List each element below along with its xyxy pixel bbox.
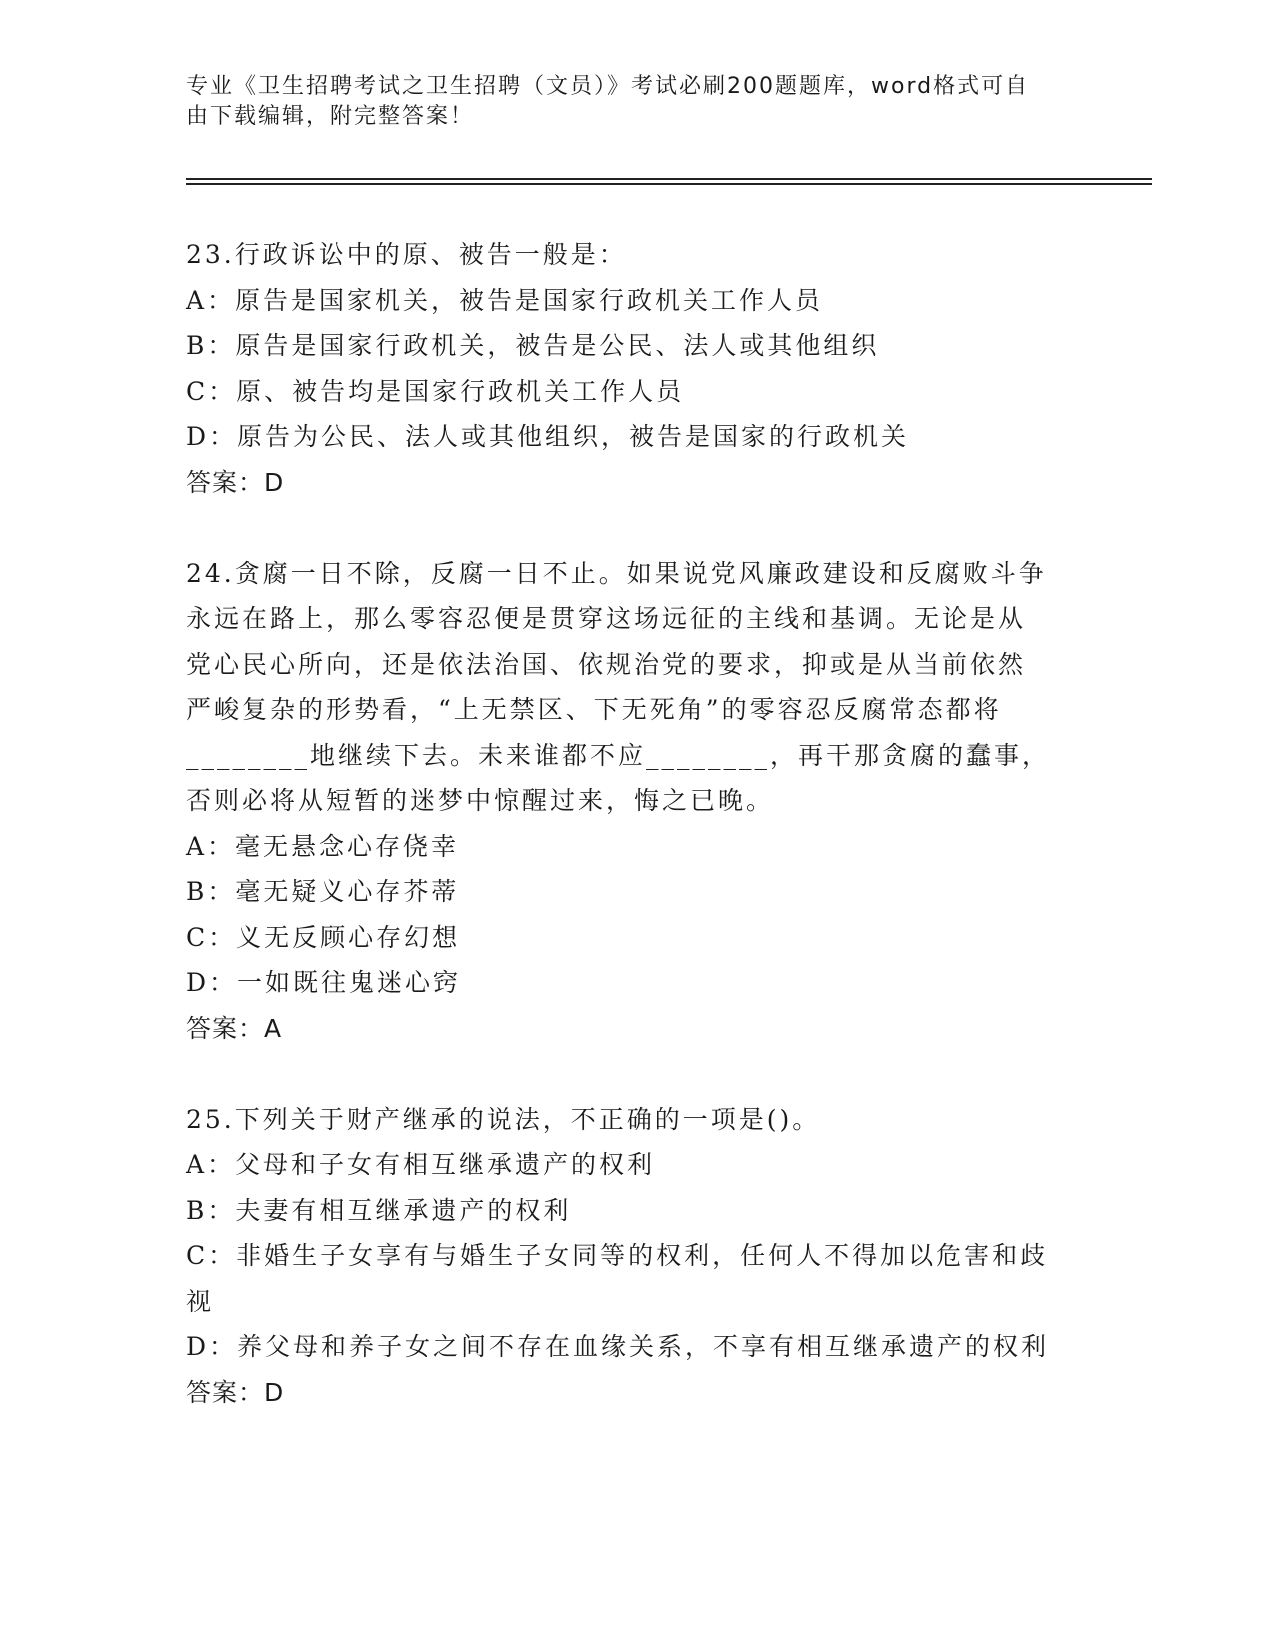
- question-stem-continued: 永远在路上，那么零容忍便是贯穿这场远征的主线和基调。无论是从: [186, 604, 1027, 633]
- answer-line: 答案：A: [186, 1013, 283, 1043]
- option-c-continued: 视: [186, 1286, 215, 1316]
- option-b: B：夫妻有相互继承遗产的权利: [186, 1195, 572, 1225]
- option-d: D：一如既往鬼迷心窍: [186, 968, 462, 997]
- header-line-2: 由下载编辑，附完整答案！: [186, 104, 475, 129]
- question-stem-continued: 否则必将从短暂的迷梦中惊醒过来，悔之已晚。: [186, 786, 775, 815]
- header-divider-bottom: [186, 183, 1152, 185]
- question-spacer: [186, 1051, 1086, 1097]
- question-stem: 24.贪腐一日不除，反腐一日不止。如果说党风廉政建设和反腐败斗争: [186, 558, 1047, 588]
- answer-line: 答案：D: [186, 1377, 285, 1407]
- option-c: C：非婚生子女享有与婚生子女同等的权利，任何人不得加以危害和歧: [186, 1241, 1049, 1270]
- question-stem: 23.行政诉讼中的原、被告一般是：: [186, 240, 627, 269]
- answer-line: 答案：D: [186, 467, 285, 497]
- option-b: B：原告是国家行政机关，被告是公民、法人或其他组织: [186, 331, 880, 360]
- question-stem-continued: ________地继续下去。未来谁都不应________，再干那贪腐的蠢事，: [186, 740, 1051, 770]
- question-23: [186, 232, 1086, 505]
- header-divider-top: [186, 178, 1152, 180]
- option-a: A：毫无悬念心存侥幸: [186, 831, 460, 861]
- question-24: [186, 551, 1086, 1052]
- option-c: C：义无反顾心存幻想: [186, 922, 461, 952]
- question-list: [186, 232, 1086, 1415]
- option-d: D：原告为公民、法人或其他组织，被告是国家的行政机关: [186, 422, 910, 451]
- question-stem: 25.下列关于财产继承的说法，不正确的一项是()。: [186, 1104, 821, 1134]
- question-25: [186, 1097, 1086, 1416]
- option-c: C：原、被告均是国家行政机关工作人员: [186, 376, 685, 406]
- question-stem-continued: 党心民心所向，还是依法治国、依规治党的要求，抑或是从当前依然: [186, 649, 1027, 679]
- question-stem-continued: 严峻复杂的形势看，“上无禁区、下无死角”的零容忍反腐常态都将: [186, 695, 1002, 724]
- header-line-1: 专业《卫生招聘考试之卫生招聘（文员）》考试必刷200题题库，word格式可自: [186, 74, 1030, 99]
- option-d: D：养父母和养子女之间不存在血缘关系，不享有相互继承遗产的权利: [186, 1332, 1050, 1361]
- document-header: [186, 72, 1066, 132]
- question-spacer: [186, 505, 1086, 551]
- option-a: A：父母和子女有相互继承遗产的权利: [186, 1150, 656, 1179]
- option-b: B：毫无疑义心存芥蒂: [186, 877, 460, 906]
- option-a: A：原告是国家机关，被告是国家行政机关工作人员: [186, 285, 824, 315]
